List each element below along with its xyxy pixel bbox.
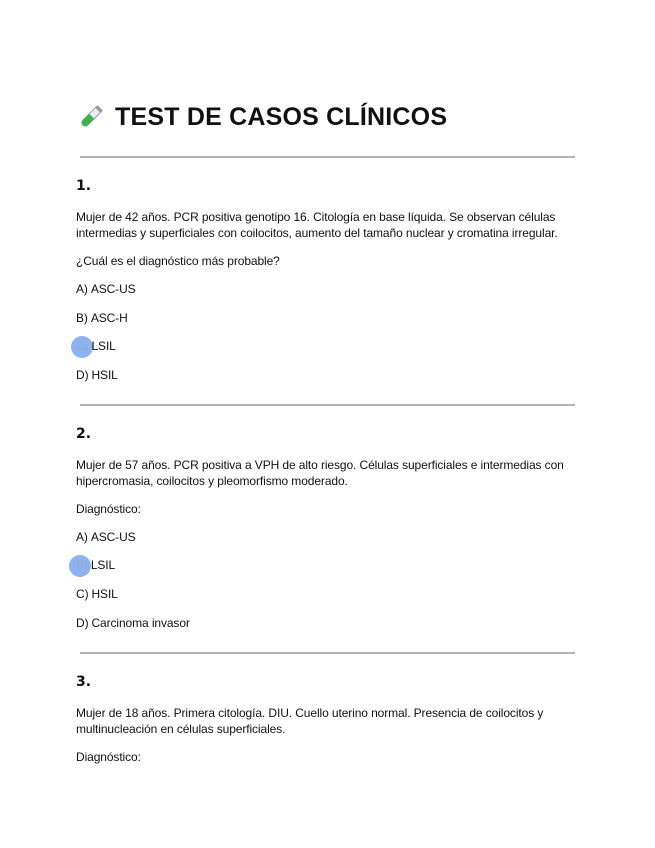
option-letter: D) xyxy=(76,616,89,630)
option-letter: D) xyxy=(76,368,89,382)
question-stem: Mujer de 57 años. PCR positiva a VPH de alto riesgo. Células superficiales e intermedias con hipercromasia, coilocitos y pleomorfismo moderado. xyxy=(76,458,564,488)
answer-option-b[interactable] xyxy=(76,557,115,573)
divider xyxy=(80,404,575,406)
option-text: ASC-US xyxy=(90,282,136,296)
option-text: ASC-H xyxy=(90,311,128,325)
option-text: LSIL xyxy=(91,339,116,353)
divider xyxy=(80,156,575,158)
option-letter: C) xyxy=(76,339,89,353)
question-stem: Mujer de 18 años. Primera citología. DIU. Cuello uterino normal. Presencia de coilocitos y multinucleación en células superficiales. xyxy=(76,706,544,736)
option-letter: B) xyxy=(76,311,88,325)
answer-option-c[interactable] xyxy=(76,338,116,354)
test-tube-icon xyxy=(76,102,106,132)
title-text: TEST DE CASOS CLÍNICOS xyxy=(115,102,448,131)
page-title xyxy=(76,100,447,134)
question-prompt: ¿Cuál es el diagnóstico más probable? xyxy=(76,254,280,268)
answer-option-a[interactable] xyxy=(76,281,136,297)
option-letter: C) xyxy=(76,587,89,601)
answer-option-d[interactable] xyxy=(76,367,118,383)
question-number: 1. xyxy=(76,178,92,194)
answer-option-a[interactable] xyxy=(76,529,136,545)
option-text: HSIL xyxy=(91,587,118,601)
option-letter: A) xyxy=(76,282,88,296)
option-letter: B) xyxy=(76,558,88,572)
option-text: HSIL xyxy=(91,368,118,382)
question-number: 2. xyxy=(76,426,92,442)
option-text: Carcinoma invasor xyxy=(91,616,190,630)
answer-option-c[interactable] xyxy=(76,586,118,602)
answer-option-d[interactable] xyxy=(76,615,190,631)
answer-option-b[interactable] xyxy=(76,310,128,326)
option-letter: A) xyxy=(76,530,88,544)
question-prompt: Diagnóstico: xyxy=(76,502,141,516)
question-number: 3. xyxy=(76,674,92,690)
option-text: LSIL xyxy=(90,558,116,572)
option-text: ASC-US xyxy=(90,530,136,544)
question-prompt: Diagnóstico: xyxy=(76,750,141,764)
question-stem: Mujer de 42 años. PCR positiva genotipo 16. Citología en base líquida. Se observan células intermedias y superficiales con coilocitos, aumento del tamaño nuclear y cromatina irregular. xyxy=(76,210,558,240)
divider xyxy=(80,652,575,654)
